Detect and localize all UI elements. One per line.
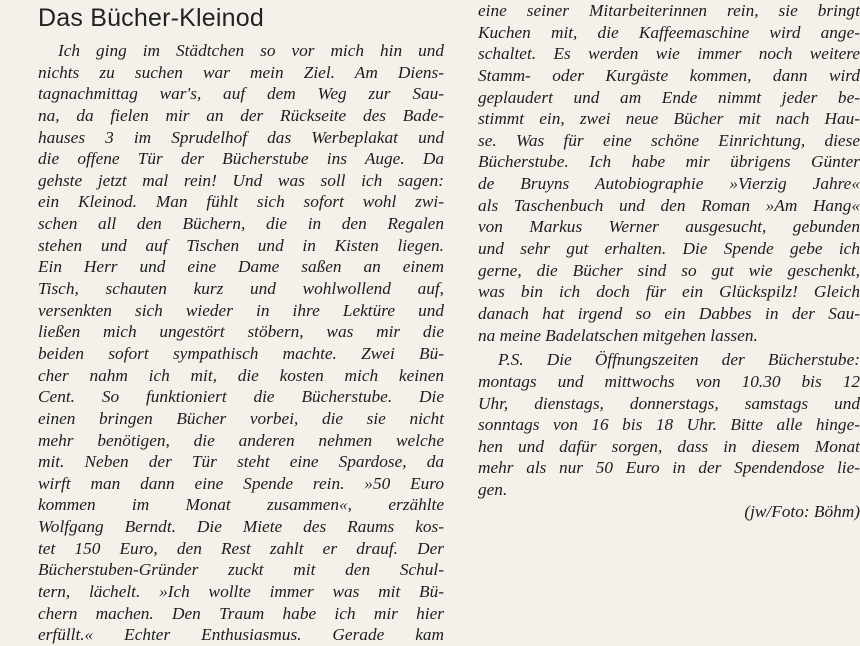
text-line: die offene Tür der Bücherstube ins Auge. Da — [38, 149, 444, 169]
text-line: mehr benötigen, die anderen nehmen welche — [38, 430, 444, 450]
text-line: Ein Herr und eine Dame saßen an einem — [38, 257, 444, 277]
text-line: was bin ich doch für ein Glückspilz! Gleich — [478, 282, 860, 302]
text-line: nichts zu suchen war mein Ziel. Am Diens- — [38, 62, 444, 82]
text-line: na, da fielen mir an der Rückseite des Bade- — [38, 105, 444, 125]
text-line: schen all den Büchern, die in den Regalen — [38, 214, 444, 234]
text-line: hauses 3 im Sprudelhof das Werbeplakat und — [38, 127, 444, 147]
text-line: Bücherstuben-Gründer zuckt mit den Schul- — [38, 560, 444, 580]
ps-line: P.S. Die Öffnungszeiten der Bücherstube: — [498, 350, 860, 370]
text-line: schaltet. Es werden wie immer noch weitere — [478, 44, 860, 64]
text-line: stimmt ein, zwei neue Bücher mit nach Hau- — [478, 109, 860, 129]
text-line: einen bringen Bücher vorbei, die sie nicht — [38, 408, 444, 428]
ps-paragraph — [478, 349, 860, 500]
text-line: Kuchen mit, die Kaffeemaschine wird ange- — [478, 22, 860, 42]
article-right-column — [478, 0, 860, 522]
ps-line: mehr als nur 50 Euro in der Spendendose lie- — [478, 458, 860, 478]
article-left-column — [38, 40, 444, 646]
text-line: ließen mich ungestört stöbern, was mir die — [38, 322, 444, 342]
text-line: cher nahm ich mit, die kosten mich keinen — [38, 365, 444, 385]
text-line: eine seiner Mitarbeiterinnen rein, sie bringt — [478, 1, 860, 20]
text-line: mit. Neben der Tür steht eine Spardose, da — [38, 452, 444, 472]
text-line: stehen und auf Tischen und in Kisten liegen. — [38, 235, 444, 255]
ps-line: Uhr, dienstags, donnerstags, samstags und — [478, 393, 860, 413]
text-line: Bücherstube. Ich habe mir übrigens Günter — [478, 152, 860, 172]
text-line: Wolfgang Berndt. Die Miete des Raums kos- — [38, 517, 444, 537]
ps-line: sonntags von 16 bis 18 Uhr. Bitte alle hinge- — [478, 415, 860, 435]
text-line: tern, lächelt. »Ich wollte immer was mit Bü- — [38, 582, 444, 602]
ps-line: hen und dafür sorgen, dass in diesem Monat — [478, 436, 860, 456]
text-line: tet 150 Euro, den Rest zahlt er drauf. Der — [38, 538, 444, 558]
text-line: na meine Badelatschen mitgehen lassen. — [478, 325, 758, 345]
text-line: ein Kleinod. Man fühlt sich sofort wohl zwi- — [38, 192, 444, 212]
text-line: erfüllt.« Echter Enthusiasmus. Gerade kam — [38, 625, 444, 645]
text-line: versenkten sich wieder in ihre Lektüre und — [38, 300, 444, 320]
text-line: geplaudert und am Ende nimmt jeder be- — [478, 87, 860, 107]
text-line: tagnachmittag war's, auf dem Weg zur Sau- — [38, 84, 444, 104]
text-line: als Taschenbuch und den Roman »Am Hang« — [478, 195, 860, 215]
text-line: von Markus Werner ausgesucht, gebunden — [478, 217, 860, 237]
photo-credit: (jw/Foto: Böhm) — [744, 501, 860, 521]
text-line: Stamm- oder Kurgäste kommen, dann wird — [478, 65, 860, 85]
text-line: kommen im Monat zusammen«, erzählte — [38, 495, 444, 515]
text-line: de Bruyns Autobiographie »Vierzig Jahre« — [478, 174, 860, 194]
text-line: Ich ging im Städtchen so vor mich hin und — [58, 41, 444, 60]
text-line: beiden sofort sympathisch machte. Zwei Bü- — [38, 343, 444, 363]
article-headline: Das Bücher-Kleinod — [38, 4, 264, 32]
text-line: Cent. So funktioniert die Bücherstube. Die — [38, 387, 444, 407]
text-line: gerne, die Bücher sind so gut wie geschenkt, — [478, 260, 860, 280]
text-line: danach hat irgend so ein Dabbes in der Sau- — [478, 303, 860, 323]
text-line: se. Was für eine schöne Einrichtung, diese — [478, 130, 860, 150]
text-line: und sehr gut erhalten. Die Spende gebe ich — [478, 239, 860, 259]
text-line: Tisch, schauten kurz und wohlwollend auf, — [38, 279, 444, 299]
text-line: wirft man dann eine Spende rein. »50 Euro — [38, 473, 444, 493]
text-line: chern machen. Den Traum habe ich mir hier — [38, 603, 444, 623]
ps-line: gen. — [478, 480, 508, 500]
ps-line: montags und mittwochs von 10.30 bis 12 — [478, 371, 860, 391]
text-line: gehste jetzt mal rein! Und was soll ich sagen: — [38, 170, 444, 190]
